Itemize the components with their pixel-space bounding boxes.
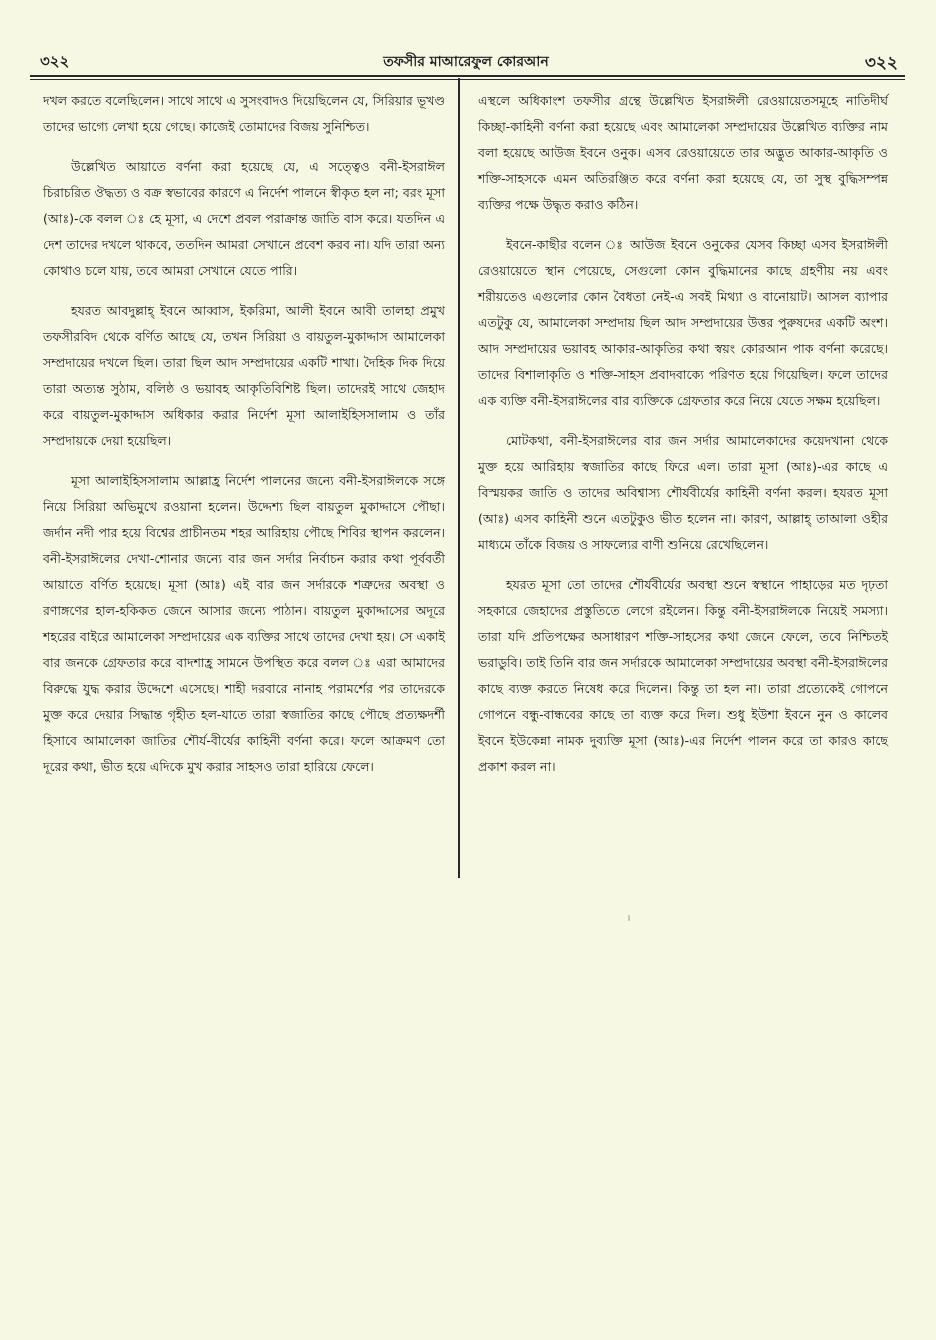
paragraph: ইবনে-কাছীর বলেন ঃ আউজ ইবনে ওনুকের যেসব কিচ্ছা এসব ইসরাঈলী রেওয়ায়েতে স্থান পেয়েছে, সেগুলো কোন বুদ্ধিমানের কাছে গ্রহণীয় নয় এবং শরীয়তেও এগুলোর কোন বৈধতা নেই-এ সবই মিথ্যা ও বানোয়াট। আসল ব্যাপার এতটুকু যে, আমালেকা সম্প্রদায় ছিল আদ সম্প্রদায়ের উত্তর পুরুষদের একটি অংশ। আদ সম্প্রদায়ের ভয়াবহ আকার-আকৃতির কথা স্বয়ং কোরআন পাক বর্ণনা করেছে। তাদের বিশালাকৃতি ও শক্তি-সাহস প্রবাদবাক্যে পরিণত হয়ে গিয়েছিল। ফলে তাদের এক ব্যক্তি বনী-ইসরাঈলের বার ব্যক্তিকে গ্রেফতার করে নিয়ে যেতে সক্ষম হয়েছিল। — [478, 237, 888, 408]
paragraph: মোটকথা, বনী-ইসরাঈলের বার জন সর্দার আমালেকাদের কয়েদখানা থেকে মুক্ত হয়ে আরিহায় স্বজাতির কাছে ফিরে এল। তারা মূসা (আঃ)-এর কাছে এ বিস্ময়কর জাতি ও তাদের অবিশ্বাস্য শৌর্যবীর্যের কাহিনী বর্ণনা করল। হযরত মূসা (আঃ) এসব কাহিনী শুনে এতটুকুও ভীত হলেন না। কারণ, আল্লাহ্ তাআলা ওহীর মাধ্যমে তাঁকে বিজয় ও সাফল্যের বাণী শুনিয়ে রেখেছিলেন। — [478, 433, 888, 552]
paragraph: উল্লেখিত আয়াতে বর্ণনা করা হয়েছে যে, এ সত্ত্বেও বনী-ইসরাঈল চিরাচরিত ঔদ্ধত্য ও বক্র স্বভাবের কারণে এ নির্দেশ পালনে স্বীকৃত হল না; বরং মূসা (আঃ)-কে বলল ঃ হে মূসা, এ দেশে প্রবল পরাক্রান্ত জাতি বাস করে। যতদিন এ দেশ তাদের দখলে থাকবে, ততদিন আমরা সেখানে প্রবেশ করব না। যদি তারা অন্য কোথাও চলে যায়, তবে আমরা সেখানে যেতে পারি। — [43, 159, 445, 278]
paragraph: মূসা আলাইহিসসালাম আল্লাহ্র নির্দেশ পালনের জন্যে বনী-ইসরাঈলকে সঙ্গে নিয়ে সিরিয়া অভিমুখে রওয়ানা হলেন। উদ্দেশ্য ছিল বায়তুল মুকাদ্দাসে পৌছা। জর্দান নদী পার হয়ে বিশ্বের প্রাচীনতম শহর আরিহায় পৌছে শিবির স্থাপন করলেন। বনী-ইসরাঈলের দেখা-শোনার জন্যে বার জন সর্দার নির্বাচন করার কথা পূর্ববর্তী আয়াতে বর্ণিত হয়েছে। মূসা (আঃ) এই বার জন সর্দারকে শত্রুদের অবস্থা ও রণাঙ্গণের হাল-হকিকত জেনে আসার জন্যে পাঠান। বায়তুল মুকাদ্দাসের অদূরে শহরের বাইরে আমালেকা সম্প্রদায়ের এক ব্যক্তির সাথে তাদের দেখা হয়। সে একাই বার জনকে গ্রেফতার করে বাদশাহ্র সামনে উপস্থিত করে বলল ঃ এরা আমাদের বিরুদ্ধে যুদ্ধ করার উদ্দেশে এসেছে। শাহী দরবারে নানাহ পরামর্শের পর তাদেরকে মুক্ত করে দেয়ার সিদ্ধান্ত গৃহীত হল-যাতে তারা স্বজাতির কাছে পৌছে প্রত্যক্ষদর্শী হিসাবে আমালেকা জাতির শৌর্য-বীর্যের কাহিনী বর্ণনা করে। ফলে আক্রমণ তো দূরের কথা, ভীত হয়ে এদিকে মুখ করার সাহসও তারা হারিয়ে ফেলে। — [43, 473, 445, 774]
paragraph: এস্থলে অধিকাংশ তফসীর গ্রন্থে উল্লেখিত ইসরাঈলী রেওয়ায়েতসমূহে নাতিদীর্ঘ কিচ্ছা-কাহিনী বর্ণনা করা হয়েছে এবং আমালেকা সম্প্রদায়ের উল্লেখিত ব্যক্তির নাম বলা হয়েছে আউজ ইবনে ওনুক। এসব রেওয়ায়েতে তার অদ্ভুত আকার-আকৃতি ও শক্তি-সাহসকে এমন অতিরঞ্জিত করে বর্ণনা করা হয়েছে যে, তা সুস্থ বুদ্ধিসম্পন্ন ব্যক্তির পক্ষে উদ্ধৃত করাও কঠিন। — [478, 93, 888, 212]
left-column — [43, 88, 445, 794]
column-divider — [458, 78, 460, 878]
paragraph: হযরত মূসা তো তাদের শৌর্যবীর্যের অবস্থা শুনে স্বস্থানে পাহাড়ের মত দৃঢ়তা সহকারে জেহাদের প্রস্তুতিতে লেগে রইলেন। কিন্তু বনী-ইসরাঈলকে নিয়েই সমস্যা। তারা যদি প্রতিপক্ষের অসাধারণ শক্তি-সাহসের কথা জেনে ফেলে, তবে নিশ্চিতই ভরাডুবি। তাই তিনি বার জন সর্দারকে আমালেকা সম্প্রদায়ের অবস্থা বনী-ইসরাঈলের কাছে ব্যক্ত করতে নিষেধ করে দিলেন। কিন্তু তা হল না। তারা প্রত্যেকেই গোপনে গোপনে বন্ধু-বান্ধবের কাছে তা ব্যক্ত করে দিল। শুধু ইউশা ইবনে নুন ও কালেব ইবনে ইউকেন্না নামক দুব্যক্তি মূসা (আঃ)-এর নির্দেশ পালন করে তা কারও কাছে প্রকাশ করল না। — [478, 577, 888, 774]
running-title: তফসীর মাআরেফুল কোরআন — [383, 54, 549, 70]
print-mark — [628, 915, 630, 921]
header-rule — [30, 75, 905, 80]
right-column — [478, 88, 888, 794]
page-header — [30, 46, 902, 74]
paragraph: হযরত আবদুল্লাহ্ ইবনে আব্বাস, ইকরিমা, আলী ইবনে আবী তালহা প্রমুখ তফসীরবিদ থেকে বর্ণিত আছে যে, তখন সিরিয়া ও বায়তুল-মুকাদ্দাস আমালেকা সম্প্রদায়ের দখলে ছিল। তারা ছিল আদ সম্প্রদায়ের একটি শাখা। দৈহিক দিক দিয়ে তারা অত্যন্ত সুঠাম, বলিষ্ঠ ও ভয়াবহ আকৃতিবিশিষ্ট ছিল। তাদেরই সাথে জেহাদ করে বায়তুল-মুকাদ্দাস অধিকার করার নির্দেশ মূসা আলাইহিসসালাম ও তাঁর সম্প্রদায়কে দেয়া হয়েছিল। — [43, 303, 445, 448]
page-number-right: ৩২২ — [864, 53, 898, 73]
page-number-left: ৩২২ — [40, 52, 70, 70]
paragraph: দখল করতে বলেছিলেন। সাথে সাথে এ সুসংবাদও দিয়েছিলেন যে, সিরিয়ার ভূখণ্ড তাদের ভাগ্যে লেখা হয়ে গেছে। কাজেই তোমাদের বিজয় সুনিশ্চিত। — [43, 93, 445, 134]
